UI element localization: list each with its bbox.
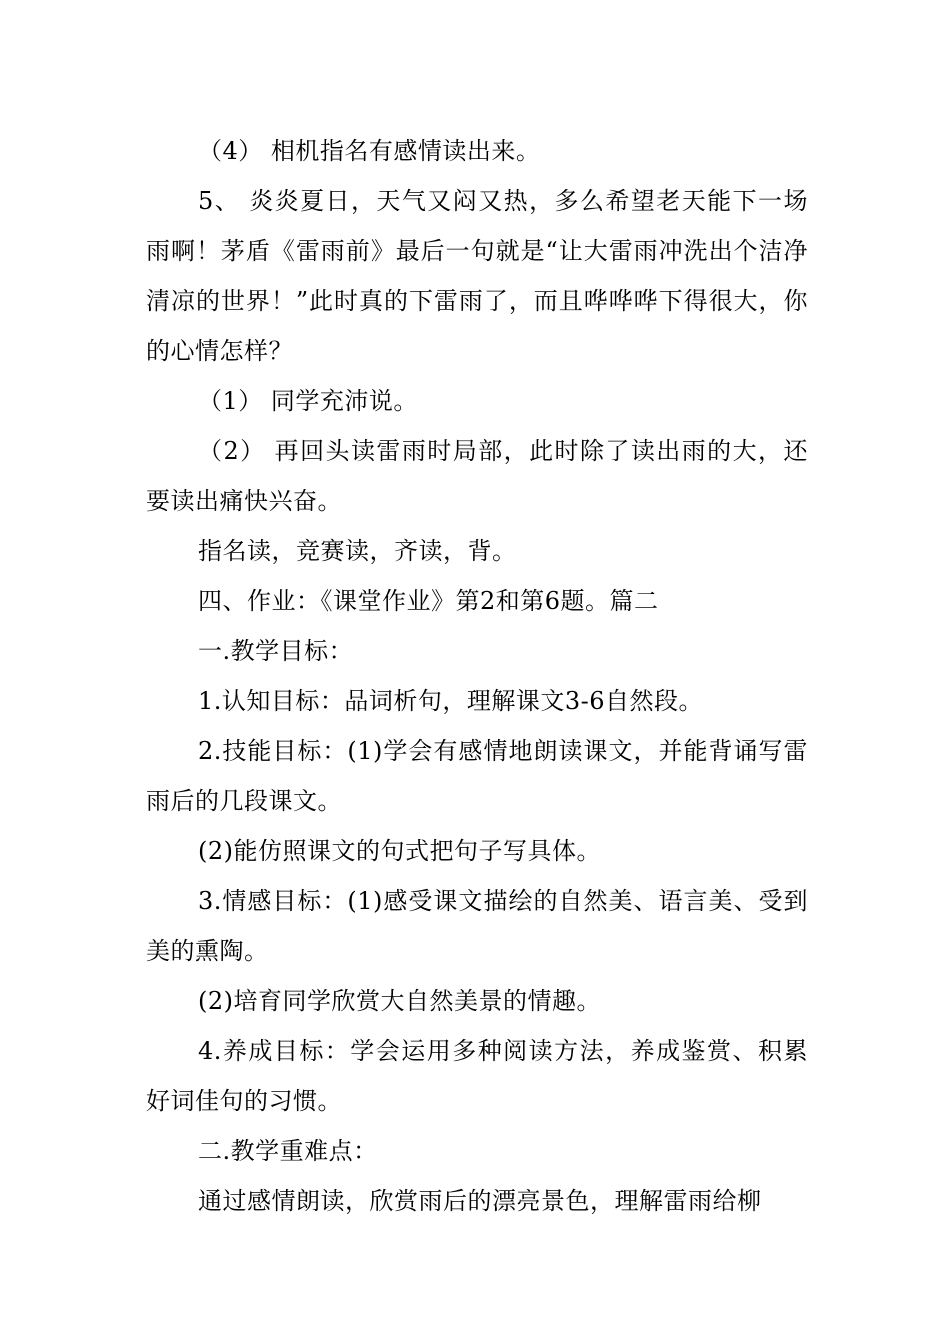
paragraph-reading-methods: 指名读，竞赛读，齐读，背。: [198, 537, 517, 565]
paragraph-item-5: 5、 炎炎夏日，天气又闷又热，多么希望老天能下一场雨啊！茅盾《雷雨前》最后一句就是“让大雷雨冲洗出个洁净清凉的世界！”此时真的下雷雨了，而且哗哗哗下得很大，你的心情怎样？: [146, 187, 808, 365]
paragraph-sub-1: （1） 同学充沛说。: [198, 387, 418, 415]
paragraph-goal-skill: 2.技能目标：(1)学会有感情地朗读课文，并能背诵写雷雨后的几段课文。: [146, 737, 808, 815]
paragraph-reading-4: （4） 相机指名有感情读出来。: [198, 137, 541, 165]
paragraph-goal-emotion-2: (2)培育同学欣赏大自然美景的情趣。: [198, 987, 601, 1015]
paragraph-sub-2: （2） 再回头读雷雨时局部，此时除了读出雨的大，还要读出痛快兴奋。: [146, 437, 808, 515]
paragraph-goal-skill-2: (2)能仿照课文的句式把句子写具体。: [198, 837, 601, 865]
paragraph-goal-cognitive: 1.认知目标：品词析句，理解课文3-6自然段。: [198, 687, 704, 715]
paragraph-goal-emotion: 3.情感目标：(1)感受课文描绘的自然美、语言美、受到美的熏陶。: [146, 887, 808, 965]
heading-key-difficulties: 二.教学重难点：: [198, 1137, 378, 1165]
paragraph-goal-habit: 4.养成目标：学会运用多种阅读方法，养成鉴赏、积累好词佳句的习惯。: [146, 1037, 808, 1115]
document-body: [146, 126, 808, 1226]
heading-teaching-goals: 一.教学目标：: [198, 637, 354, 665]
paragraph-homework: 四、作业：《课堂作业》第2和第6题。篇二: [198, 587, 659, 615]
paragraph-key-difficulties: 通过感情朗读，欣赏雨后的漂亮景色，理解雷雨给柳: [198, 1187, 762, 1215]
